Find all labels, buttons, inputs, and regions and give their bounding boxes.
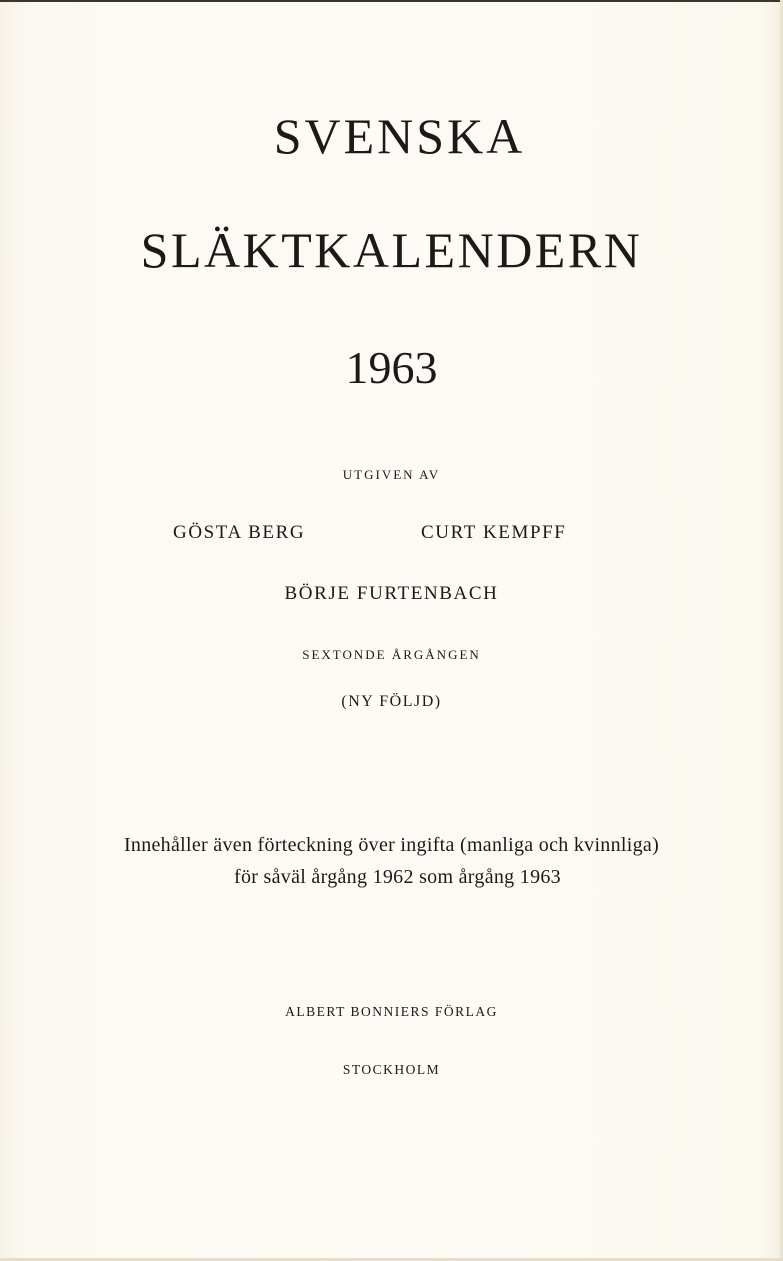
publisher-city: STOCKHOLM (342, 1062, 441, 1077)
contents-note-line-2: för såväl årgång 1962 som årgång 1963 (234, 866, 561, 888)
edition-label: SEXTONDE ÅRGÅNGEN (302, 647, 481, 662)
editor-name: CURT KEMPFF (421, 522, 567, 543)
editor-name: BÖRJE FURTENBACH (284, 583, 499, 604)
editors-row (0, 522, 783, 550)
published-by-label: UTGIVEN AV (342, 467, 441, 482)
contents-note-line-1: Innehåller även förteckning över ingifta (manliga och kvinnliga) (123, 834, 660, 856)
editor-name: GÖSTA BERG (173, 522, 306, 543)
page-top-edge (0, 0, 783, 2)
book-title-line-2: SLÄKTKALENDERN (140, 222, 643, 278)
book-year: 1963 (345, 342, 438, 393)
publisher-name: ALBERT BONNIERS FÖRLAG (285, 1004, 498, 1019)
book-title-line-1: SVENSKA (273, 108, 526, 164)
series-label: (NY FÖLJD) (341, 693, 442, 710)
